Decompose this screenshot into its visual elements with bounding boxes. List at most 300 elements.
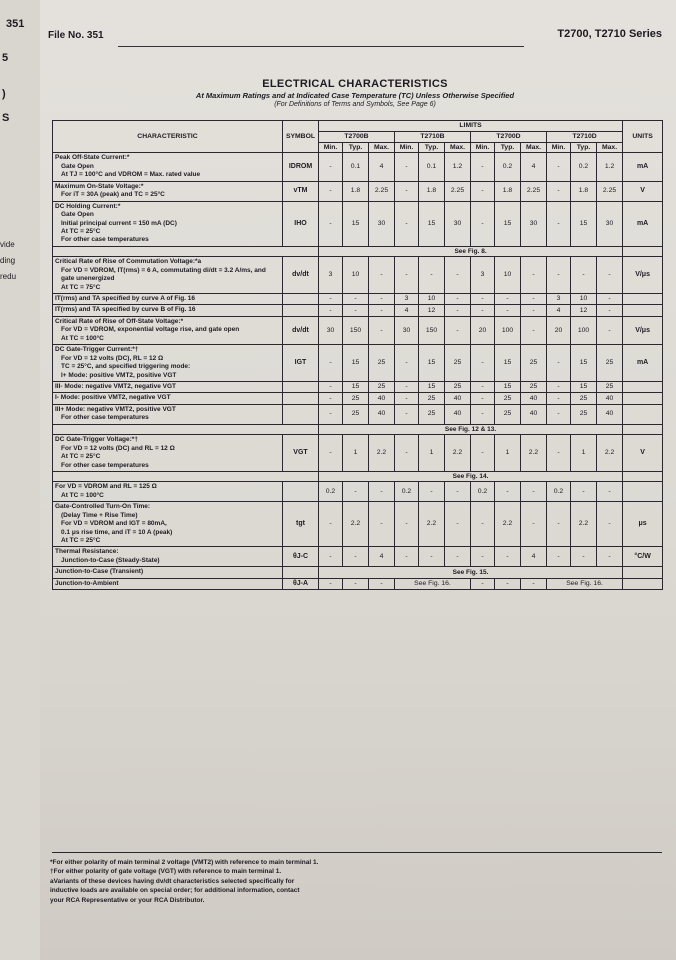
limit-value-cell: -: [571, 547, 597, 567]
limit-value-cell: 2.2: [445, 435, 471, 472]
limit-value-cell: 25: [369, 381, 395, 392]
limit-value-cell: 25: [521, 345, 547, 382]
table-row: [53, 502, 663, 547]
characteristic-line: Maximum On-State Voltage:*: [55, 182, 144, 190]
limit-value-cell: -: [495, 578, 521, 589]
limit-value-cell: -: [395, 381, 419, 392]
spacer-cell: [623, 471, 663, 481]
left-margin-strip: [0, 0, 40, 960]
characteristic-line: For other case temperatures: [61, 414, 149, 422]
limit-value-cell: 25: [521, 381, 547, 392]
limit-subheader: Min.: [547, 142, 571, 153]
symbol-cell: dv/dt: [283, 316, 319, 344]
limit-value-cell: -: [471, 201, 495, 246]
table-row: [53, 153, 663, 181]
limit-value-cell: 0.1: [419, 153, 445, 181]
limit-value-cell: -: [369, 305, 395, 316]
limit-value-cell: -: [395, 153, 419, 181]
limit-value-cell: -: [319, 345, 343, 382]
characteristic-cell: [53, 345, 283, 382]
characteristic-line: 0.1 μs rise time, and iT = 10 A (peak): [61, 528, 173, 536]
limit-value-cell: -: [571, 257, 597, 294]
characteristic-line: Initial principal current = 150 mA (DC): [61, 219, 177, 227]
device-header: T2710D: [547, 131, 623, 142]
symbol-cell: [283, 294, 319, 305]
characteristic-line: Gate Open: [61, 162, 94, 170]
limit-value-cell: -: [445, 294, 471, 305]
spacer-cell: [53, 424, 319, 434]
limit-value-cell: 4: [521, 153, 547, 181]
limit-value-cell: 1.2: [445, 153, 471, 181]
limit-value-cell: -: [547, 404, 571, 424]
limit-value-cell: -: [369, 502, 395, 547]
limit-value-cell: -: [521, 257, 547, 294]
limit-value-cell: 15: [571, 345, 597, 382]
characteristic-line: For VD = VDROM and IGT = 80mA,: [61, 520, 167, 528]
limit-value-cell: -: [395, 393, 419, 404]
limit-value-cell: 25: [369, 345, 395, 382]
characteristic-line: For VD = VDROM, exponential voltage rise, and gate open: [61, 326, 240, 334]
limit-value-cell: -: [319, 404, 343, 424]
limit-value-cell: -: [471, 181, 495, 201]
limit-value-cell: 40: [521, 393, 547, 404]
limit-value-cell: 15: [571, 381, 597, 392]
limit-value-cell: 1.8: [495, 181, 521, 201]
footnote-line: †For either polarity of gate voltage (VGT) with reference to main terminal 1.: [50, 868, 282, 876]
limit-value-cell: -: [395, 181, 419, 201]
limit-value-cell: -: [471, 547, 495, 567]
limit-value-cell: 40: [445, 404, 471, 424]
symbol-cell: vTM: [283, 181, 319, 201]
margin-mark: 5: [2, 52, 9, 64]
table-row: [53, 404, 663, 424]
unit-cell: μs: [623, 502, 663, 547]
limit-value-cell: 2.2: [369, 435, 395, 472]
subtitle: At Maximum Ratings and at Indicated Case Temperature (TC) Unless Otherwise Specified: [195, 91, 515, 100]
limit-subheader: Min.: [395, 142, 419, 153]
limit-value-cell: 25: [495, 393, 521, 404]
limit-value-cell: 0.2: [319, 482, 343, 502]
limit-value-cell: 0.2: [495, 153, 521, 181]
limit-value-cell: -: [521, 294, 547, 305]
limit-value-cell: -: [597, 257, 623, 294]
symbol-cell: tgt: [283, 502, 319, 547]
limit-value-cell: 15: [495, 381, 521, 392]
limit-value-cell: 1.8: [343, 181, 369, 201]
limit-value-cell: 25: [343, 393, 369, 404]
limit-value-cell: -: [319, 201, 343, 246]
characteristic-cell: [53, 547, 283, 567]
section-title: [120, 78, 590, 108]
figure-reference: See Fig. 8.: [319, 246, 623, 256]
limit-value-cell: -: [597, 316, 623, 344]
limit-value-cell: -: [343, 547, 369, 567]
table-row: [53, 567, 663, 578]
limit-value-cell: 1: [343, 435, 369, 472]
characteristic-cell: [53, 153, 283, 181]
device-header: T2700B: [319, 131, 395, 142]
table-row: [53, 257, 663, 294]
header-characteristic: CHARACTERISTIC: [53, 121, 283, 153]
unit-cell: V/μs: [623, 316, 663, 344]
limit-value-cell: 15: [343, 381, 369, 392]
limit-value-cell: -: [547, 547, 571, 567]
limit-value-cell: -: [471, 435, 495, 472]
characteristic-line: DC Holding Current:*: [55, 202, 121, 210]
characteristic-line: I- Mode: positive VMT2, negative VGT: [55, 394, 171, 402]
limit-value-cell: -: [319, 547, 343, 567]
limit-value-cell: -: [471, 294, 495, 305]
limit-value-cell: -: [369, 316, 395, 344]
characteristic-line: For VD = VDROM, IT(rms) = 6 A, commutating di/dt = 3.2 A/ms, and gate unenergized: [61, 266, 266, 283]
limit-value-cell: 0.2: [471, 482, 495, 502]
limit-value-cell: 4: [369, 153, 395, 181]
characteristic-line: For iT = 30A (peak) and TC = 25°C: [61, 191, 165, 199]
limit-value-cell: -: [521, 502, 547, 547]
characteristic-cell: [53, 257, 283, 294]
limit-subheader: Min.: [319, 142, 343, 153]
unit-cell: V: [623, 181, 663, 201]
limit-subheader: Max.: [445, 142, 471, 153]
characteristic-cell: [53, 502, 283, 547]
symbol-cell: IDROM: [283, 153, 319, 181]
symbol-cell: IGT: [283, 345, 319, 382]
limit-value-cell: 12: [419, 305, 445, 316]
table-row: [53, 305, 663, 316]
limit-value-cell: 1.8: [571, 181, 597, 201]
table-row: [53, 435, 663, 472]
footnote-rule: [52, 852, 662, 853]
limit-value-cell: 3: [471, 257, 495, 294]
symbol-cell: IHO: [283, 201, 319, 246]
symbol-cell: [283, 567, 319, 578]
limit-value-cell: -: [521, 305, 547, 316]
characteristic-line: DC Gate-Trigger Current:*†: [55, 346, 139, 354]
limit-value-cell: -: [521, 316, 547, 344]
characteristic-line: (Delay Time + Rise Time): [61, 511, 138, 519]
limit-value-cell: -: [319, 393, 343, 404]
figure-reference: See Fig. 14.: [319, 471, 623, 481]
limit-value-cell: -: [343, 482, 369, 502]
symbol-cell: [283, 393, 319, 404]
characteristic-line: For VD = VDROM and RL = 125 Ω: [55, 483, 157, 491]
table-row: [53, 181, 663, 201]
limit-value-cell: See Fig. 16.: [395, 578, 471, 589]
unit-cell: V/μs: [623, 257, 663, 294]
limit-value-cell: -: [597, 305, 623, 316]
characteristic-cell: [53, 181, 283, 201]
device-header: T2710B: [395, 131, 471, 142]
main-title: ELECTRICAL CHARACTERISTICS: [262, 78, 448, 90]
limit-value-cell: -: [319, 153, 343, 181]
limit-value-cell: 30: [395, 316, 419, 344]
page-header: [48, 28, 664, 58]
limit-value-cell: 40: [597, 404, 623, 424]
limit-value-cell: -: [471, 153, 495, 181]
characteristic-line: IT(rms) and TA specified by curve A of Fig. 16: [55, 295, 196, 303]
symbol-cell: θJ-C: [283, 547, 319, 567]
limit-value-cell: -: [471, 305, 495, 316]
limit-value-cell: 25: [571, 404, 597, 424]
symbol-cell: dv/dt: [283, 257, 319, 294]
characteristic-line: For VD = 12 volts (DC), RL = 12 Ω: [61, 354, 164, 362]
characteristic-line: TC = 25°C, and specified triggering mode:: [61, 363, 191, 371]
table-row: [53, 578, 663, 589]
limit-value-cell: 25: [597, 381, 623, 392]
characteristic-line: For other case temperatures: [61, 461, 149, 469]
header-units: UNITS: [623, 121, 663, 153]
limit-value-cell: -: [445, 482, 471, 502]
characteristic-line: III- Mode: negative VMT2, negative VGT: [55, 382, 176, 390]
limit-value-cell: 1.2: [597, 153, 623, 181]
limit-value-cell: -: [547, 345, 571, 382]
limit-value-cell: 40: [445, 393, 471, 404]
limit-value-cell: 12: [571, 305, 597, 316]
table-row: [53, 345, 663, 382]
limit-value-cell: -: [547, 502, 571, 547]
limit-value-cell: -: [395, 547, 419, 567]
characteristic-line: IT(rms) and TA specified by curve B of Fig. 16: [55, 306, 196, 314]
characteristic-cell: [53, 435, 283, 472]
limit-value-cell: 2.25: [369, 181, 395, 201]
spacer-cell: [53, 246, 319, 256]
symbol-cell: [283, 404, 319, 424]
header-rule: [118, 46, 524, 47]
characteristic-line: Critical Rate of Rise of Off-State Voltage:*: [55, 317, 184, 325]
limit-value-cell: 25: [419, 393, 445, 404]
characteristic-line: For VD = 12 volts (DC) and RL = 12 Ω: [61, 444, 175, 452]
limit-value-cell: 25: [343, 404, 369, 424]
spacer-cell: [53, 471, 319, 481]
figure-reference: See Fig. 15.: [319, 567, 623, 578]
reference-note: (For Definitions of Terms and Symbols, See Page 6): [274, 101, 436, 108]
characteristic-line: Junction-to-Ambient: [55, 579, 119, 587]
limit-value-cell: -: [343, 305, 369, 316]
characteristic-cell: [53, 404, 283, 424]
characteristic-line: III+ Mode: negative VMT2, positive VGT: [55, 405, 176, 413]
characteristic-line: Gate Open: [61, 211, 94, 219]
limit-value-cell: 30: [319, 316, 343, 344]
unit-cell: [623, 482, 663, 502]
limit-value-cell: -: [395, 345, 419, 382]
limit-value-cell: 1: [419, 435, 445, 472]
limit-value-cell: -: [471, 578, 495, 589]
limit-value-cell: 25: [419, 404, 445, 424]
limit-value-cell: 15: [419, 345, 445, 382]
limit-value-cell: 15: [495, 201, 521, 246]
limit-value-cell: 0.2: [395, 482, 419, 502]
characteristic-line: Thermal Resistance:: [55, 548, 119, 556]
limit-value-cell: 2.2: [343, 502, 369, 547]
device-header: T2700D: [471, 131, 547, 142]
limit-value-cell: -: [445, 316, 471, 344]
limit-value-cell: -: [395, 502, 419, 547]
limit-value-cell: -: [419, 547, 445, 567]
limit-value-cell: -: [495, 547, 521, 567]
unit-cell: [623, 578, 663, 589]
limit-value-cell: -: [471, 345, 495, 382]
page-number: 351: [6, 18, 25, 30]
limit-value-cell: -: [547, 153, 571, 181]
characteristic-line: At TC = 100°C: [61, 334, 104, 342]
limit-value-cell: 150: [343, 316, 369, 344]
symbol-cell: [283, 482, 319, 502]
limit-subheader: Typ.: [343, 142, 369, 153]
limit-value-cell: 2.2: [571, 502, 597, 547]
limit-value-cell: -: [419, 482, 445, 502]
limit-value-cell: -: [495, 294, 521, 305]
limit-value-cell: 40: [369, 393, 395, 404]
limit-value-cell: 15: [343, 201, 369, 246]
limit-subheader: Max.: [597, 142, 623, 153]
limit-value-cell: 10: [343, 257, 369, 294]
limit-value-cell: -: [369, 482, 395, 502]
unit-cell: V: [623, 435, 663, 472]
table-row: [53, 424, 663, 434]
characteristic-cell: [53, 381, 283, 392]
table-row: [53, 316, 663, 344]
limit-value-cell: 40: [369, 404, 395, 424]
limit-value-cell: -: [445, 257, 471, 294]
series-title: T2700, T2710 Series: [557, 28, 662, 40]
footnote-line: aVariants of these devices having dv/dt characteristics selected specifically for: [50, 877, 295, 885]
limit-value-cell: -: [319, 181, 343, 201]
characteristic-line: DC Gate-Trigger Voltage:*†: [55, 436, 138, 444]
characteristic-line: Critical Rate of Rise of Commutation Voltage:*a: [55, 258, 202, 266]
margin-word: redu: [0, 272, 17, 281]
limit-value-cell: -: [319, 381, 343, 392]
limit-value-cell: -: [597, 547, 623, 567]
limit-value-cell: -: [571, 482, 597, 502]
characteristic-line: At TC = 25°C: [61, 537, 101, 545]
limit-value-cell: -: [395, 404, 419, 424]
limit-value-cell: -: [597, 482, 623, 502]
limit-value-cell: See Fig. 16.: [547, 578, 623, 589]
limit-value-cell: -: [369, 257, 395, 294]
limit-value-cell: 15: [571, 201, 597, 246]
limit-value-cell: -: [343, 294, 369, 305]
limit-value-cell: 25: [445, 381, 471, 392]
limit-value-cell: -: [319, 578, 343, 589]
limit-value-cell: -: [319, 294, 343, 305]
unit-cell: mA: [623, 153, 663, 181]
limit-value-cell: 2.2: [419, 502, 445, 547]
limit-value-cell: -: [471, 393, 495, 404]
header-symbol: SYMBOL: [283, 121, 319, 153]
footnote-line: your RCA Representative or your RCA Distributor.: [50, 896, 205, 904]
header-limits: LIMITS: [319, 121, 623, 132]
limit-value-cell: -: [445, 547, 471, 567]
limit-value-cell: -: [445, 305, 471, 316]
margin-word: ding: [0, 256, 16, 265]
limit-subheader: Typ.: [571, 142, 597, 153]
limit-subheader: Typ.: [419, 142, 445, 153]
characteristic-cell: [53, 201, 283, 246]
characteristic-cell: [53, 305, 283, 316]
limit-value-cell: -: [547, 393, 571, 404]
limit-subheader: Min.: [471, 142, 495, 153]
table-row: [53, 294, 663, 305]
limit-value-cell: -: [597, 294, 623, 305]
characteristics-table: [52, 120, 663, 590]
limit-value-cell: 150: [419, 316, 445, 344]
limit-value-cell: -: [547, 181, 571, 201]
limit-value-cell: 2.25: [597, 181, 623, 201]
limit-value-cell: 10: [571, 294, 597, 305]
unit-cell: mA: [623, 201, 663, 246]
limit-subheader: Max.: [521, 142, 547, 153]
limit-value-cell: 1: [571, 435, 597, 472]
unit-cell: [623, 404, 663, 424]
limit-value-cell: 25: [597, 345, 623, 382]
characteristic-line: At TJ = 100°C and VDROM = Max. rated value: [61, 171, 201, 179]
symbol-cell: VGT: [283, 435, 319, 472]
limit-value-cell: -: [547, 257, 571, 294]
unit-cell: mA: [623, 345, 663, 382]
limit-subheader: Max.: [369, 142, 395, 153]
limit-value-cell: -: [521, 482, 547, 502]
spacer-cell: [623, 246, 663, 256]
characteristic-cell: [53, 393, 283, 404]
table-row: [53, 381, 663, 392]
table-row: [53, 246, 663, 256]
table-row: [53, 547, 663, 567]
limit-value-cell: -: [547, 381, 571, 392]
limit-value-cell: 30: [369, 201, 395, 246]
unit-cell: [623, 294, 663, 305]
unit-cell: [623, 381, 663, 392]
limit-value-cell: -: [495, 482, 521, 502]
characteristic-cell: [53, 316, 283, 344]
limit-value-cell: 3: [547, 294, 571, 305]
limit-value-cell: -: [369, 294, 395, 305]
limit-subheader: Typ.: [495, 142, 521, 153]
footnote-line: inductive loads are available on special order; for additional information, contact: [50, 887, 300, 895]
limit-value-cell: 10: [495, 257, 521, 294]
limit-value-cell: 10: [419, 294, 445, 305]
limit-value-cell: -: [547, 435, 571, 472]
limit-value-cell: 4: [395, 305, 419, 316]
limit-value-cell: 1: [495, 435, 521, 472]
limit-value-cell: 25: [495, 404, 521, 424]
table-row: [53, 471, 663, 481]
limit-value-cell: -: [471, 381, 495, 392]
table-row: [53, 393, 663, 404]
limit-value-cell: 0.1: [343, 153, 369, 181]
limit-value-cell: -: [319, 305, 343, 316]
margin-mark: S: [2, 112, 10, 124]
limit-value-cell: -: [319, 502, 343, 547]
limit-value-cell: 0.2: [571, 153, 597, 181]
limit-value-cell: 3: [319, 257, 343, 294]
limit-value-cell: 2.2: [495, 502, 521, 547]
limit-value-cell: 30: [597, 201, 623, 246]
limit-value-cell: 100: [571, 316, 597, 344]
limit-value-cell: 15: [419, 201, 445, 246]
characteristic-line: Gate-Controlled Turn-On Time:: [55, 503, 151, 511]
limit-value-cell: -: [445, 502, 471, 547]
limit-value-cell: -: [471, 502, 495, 547]
limit-value-cell: -: [395, 257, 419, 294]
unit-cell: °C/W: [623, 547, 663, 567]
limit-value-cell: -: [319, 435, 343, 472]
characteristic-line: At TC = 25°C: [61, 453, 101, 461]
limit-value-cell: -: [395, 435, 419, 472]
limit-value-cell: 15: [419, 381, 445, 392]
symbol-cell: [283, 305, 319, 316]
characteristic-line: I+ Mode: positive VMT2, positive VGT: [61, 371, 177, 379]
limit-value-cell: 15: [495, 345, 521, 382]
